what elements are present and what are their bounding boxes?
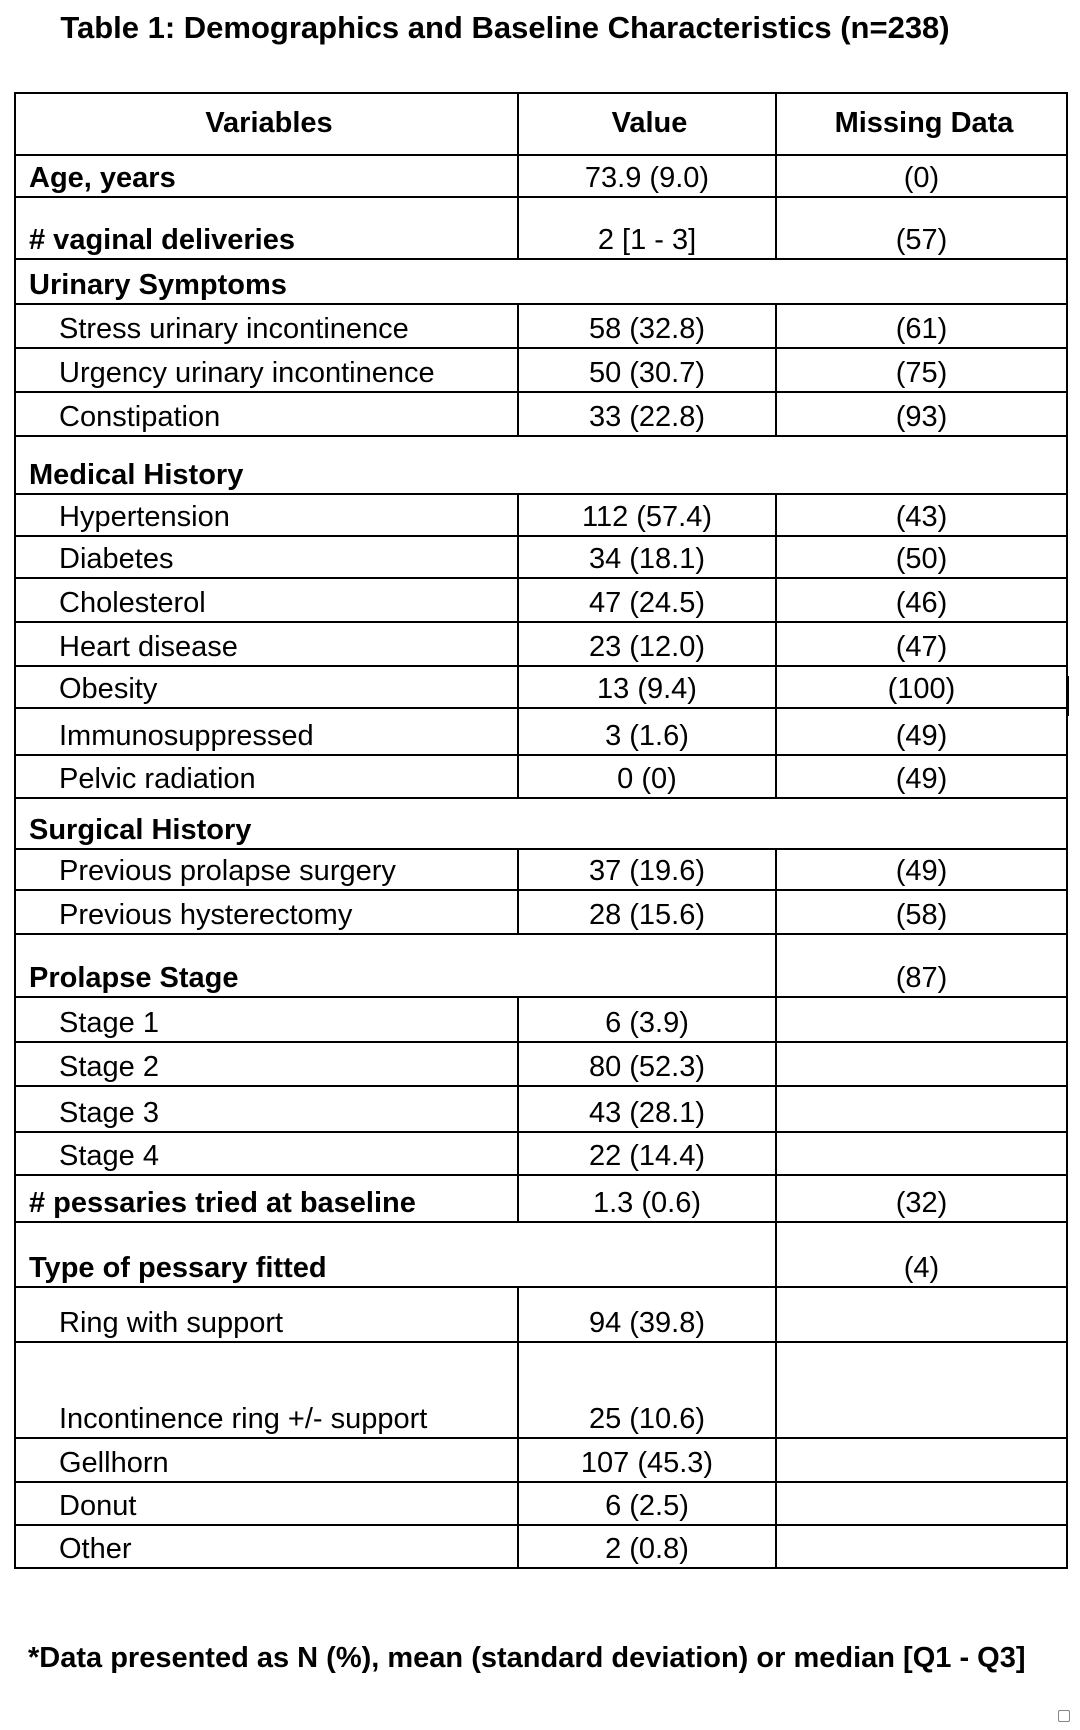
row-value: 112 (57.4) [518,494,776,536]
row-value: 23 (12.0) [518,622,776,666]
row-value: 107 (45.3) [518,1438,776,1482]
table-row [15,1175,1067,1222]
row-value: 1.3 (0.6) [518,1175,776,1222]
section-surgical-history: Surgical History [15,798,1067,849]
table-row [15,494,1067,536]
row-label: Stage 2 [15,1042,518,1086]
row-label: Stage 4 [15,1132,518,1175]
row-label: # pessaries tried at baseline [15,1175,518,1222]
row-label: Immunosuppressed [15,708,518,755]
section-header-row [15,798,1067,849]
row-value: 37 (19.6) [518,849,776,890]
table-row [15,1482,1067,1525]
row-label: Stage 1 [15,997,518,1042]
row-label: Pelvic radiation [15,755,518,798]
row-value: 47 (24.5) [518,578,776,622]
table-row [15,392,1067,436]
row-missing [776,997,1067,1042]
row-value: 0 (0) [518,755,776,798]
section-header-row [15,259,1067,304]
table-row [15,755,1067,798]
table-row [15,1086,1067,1132]
table-row [15,997,1067,1042]
table-row [15,536,1067,578]
row-missing: (100) [776,666,1067,708]
table-row [15,1342,1067,1438]
row-missing [776,1042,1067,1086]
section-urinary-symptoms: Urinary Symptoms [15,259,1067,304]
row-value: 28 (15.6) [518,890,776,934]
row-missing: (46) [776,578,1067,622]
row-label: # vaginal deliveries [15,197,518,259]
row-missing [776,1287,1067,1342]
row-label: Incontinence ring +/- support [15,1342,518,1438]
row-missing [776,1086,1067,1132]
section-medical-history: Medical History [15,436,1067,494]
row-value: 3 (1.6) [518,708,776,755]
row-value: 2 [1 - 3] [518,197,776,259]
row-missing: (47) [776,622,1067,666]
row-missing: (32) [776,1175,1067,1222]
row-value: 80 (52.3) [518,1042,776,1086]
table-row [15,578,1067,622]
row-missing: (58) [776,890,1067,934]
row-value: 6 (3.9) [518,997,776,1042]
table-row [15,197,1067,259]
row-value: 2 (0.8) [518,1525,776,1568]
row-missing [776,1482,1067,1525]
margin-tick [1066,676,1069,716]
demographics-table [14,92,1068,1569]
table-row [15,708,1067,755]
section-header-row [15,934,1067,997]
row-value: 33 (22.8) [518,392,776,436]
row-value: 73.9 (9.0) [518,155,776,197]
row-label: Cholesterol [15,578,518,622]
row-label: Donut [15,1482,518,1525]
row-label: Previous hysterectomy [15,890,518,934]
table-row [15,666,1067,708]
row-label: Constipation [15,392,518,436]
row-label: Stage 3 [15,1086,518,1132]
row-missing: (49) [776,849,1067,890]
row-label: Age, years [15,155,518,197]
row-value: 34 (18.1) [518,536,776,578]
row-missing: (49) [776,708,1067,755]
row-value: 94 (39.8) [518,1287,776,1342]
table-row [15,849,1067,890]
row-label: Obesity [15,666,518,708]
row-missing: (43) [776,494,1067,536]
header-variables: Variables [15,93,518,155]
row-label: Heart disease [15,622,518,666]
row-value: 22 (14.4) [518,1132,776,1175]
row-missing: (87) [776,934,1067,997]
row-label: Ring with support [15,1287,518,1342]
table-row [15,1438,1067,1482]
table-row [15,348,1067,392]
row-label: Other [15,1525,518,1568]
table-row [15,304,1067,348]
row-label: Urgency urinary incontinence [15,348,518,392]
row-missing: (93) [776,392,1067,436]
header-value: Value [518,93,776,155]
table-title: Table 1: Demographics and Baseline Characteristics (n=238) [60,10,950,45]
section-header-row [15,1222,1067,1287]
table-row [15,1525,1067,1568]
table-row [15,1132,1067,1175]
table-row [15,1042,1067,1086]
row-label: Stress urinary incontinence [15,304,518,348]
row-value: 25 (10.6) [518,1342,776,1438]
table-row [15,622,1067,666]
row-label: Previous prolapse surgery [15,849,518,890]
section-prolapse-stage: Prolapse Stage [15,934,776,997]
row-value: 58 (32.8) [518,304,776,348]
row-label: Hypertension [15,494,518,536]
row-missing: (50) [776,536,1067,578]
section-header-row [15,436,1067,494]
row-missing: (49) [776,755,1067,798]
header-missing: Missing Data [776,93,1067,155]
row-missing: (75) [776,348,1067,392]
row-missing [776,1132,1067,1175]
table-row [15,155,1067,197]
header-row [15,93,1067,155]
row-label: Gellhorn [15,1438,518,1482]
row-value: 13 (9.4) [518,666,776,708]
row-value: 50 (30.7) [518,348,776,392]
row-value: 43 (28.1) [518,1086,776,1132]
corner-square-icon [1058,1710,1070,1722]
row-missing: (0) [776,155,1067,197]
row-value: 6 (2.5) [518,1482,776,1525]
row-missing [776,1438,1067,1482]
row-missing [776,1342,1067,1438]
row-missing: (4) [776,1222,1067,1287]
section-pessary-type: Type of pessary fitted [15,1222,776,1287]
row-missing: (57) [776,197,1067,259]
row-label: Diabetes [15,536,518,578]
table-footnote: *Data presented as N (%), mean (standard deviation) or median [Q1 - Q3] [28,1642,1026,1674]
table-row [15,890,1067,934]
row-missing [776,1525,1067,1568]
row-missing: (61) [776,304,1067,348]
table-row [15,1287,1067,1342]
